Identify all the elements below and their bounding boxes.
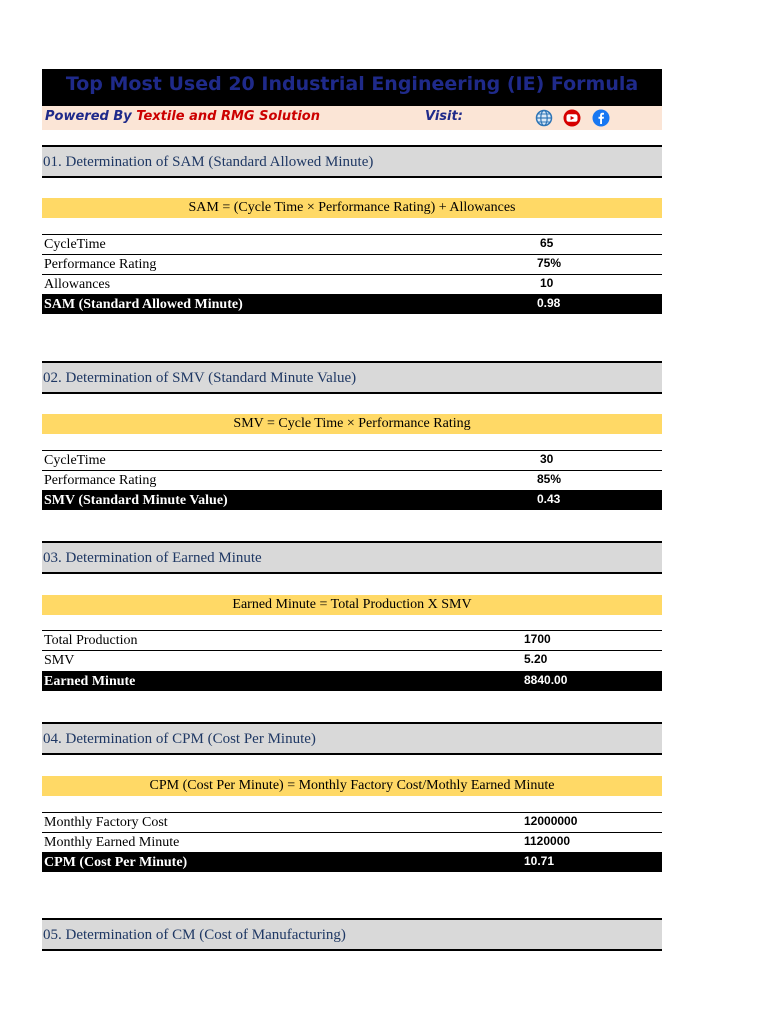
page-title: Top Most Used 20 Industrial Engineering (IE) Formula: [65, 73, 639, 95]
section-title: 03. Determination of Earned Minute: [43, 550, 262, 566]
section-04-header: [42, 722, 662, 755]
result-label: SAM (Standard Allowed Minute): [44, 297, 243, 312]
table-row: [42, 812, 662, 832]
row-value: 1700: [524, 632, 551, 646]
section-title: 04. Determination of CPM (Cost Per Minute): [43, 731, 316, 747]
section-title: 02. Determination of SMV (Standard Minute Value): [43, 370, 357, 386]
youtube-icon[interactable]: [563, 109, 581, 127]
result-label: SMV (Standard Minute Value): [44, 493, 228, 508]
row-label: SMV: [44, 653, 75, 668]
row-label: Allowances: [44, 277, 111, 292]
section-02-header: [42, 361, 662, 394]
row-label: Performance Rating: [44, 473, 157, 488]
result-row: [42, 852, 662, 872]
powered-by-label: Powered By: [45, 109, 132, 124]
row-value: 65: [540, 236, 554, 250]
visit-label: Visit:: [425, 109, 463, 124]
section-title: 05. Determination of CM (Cost of Manufacturing): [43, 927, 346, 943]
row-value: 30: [540, 452, 554, 466]
row-value: 75%: [537, 256, 562, 270]
section-03-formula: Earned Minute = Total Production X SMV: [42, 595, 662, 615]
table-row: [42, 470, 662, 490]
result-label: CPM (Cost Per Minute): [44, 855, 188, 870]
table-row: [42, 450, 662, 470]
section-05-header: [42, 918, 662, 951]
row-label: Monthly Earned Minute: [44, 835, 180, 850]
result-value: 10.71: [524, 854, 555, 868]
section-title: 01. Determination of SAM (Standard Allowed Minute): [43, 154, 374, 170]
row-value: 5.20: [524, 652, 548, 666]
table-row: [42, 650, 662, 670]
result-row: [42, 294, 662, 314]
row-label: CycleTime: [44, 237, 106, 252]
powered-by: [45, 109, 320, 124]
result-value: 0.98: [537, 296, 561, 310]
result-value: 8840.00: [524, 673, 568, 687]
table-row: [42, 234, 662, 254]
section-02-formula: SMV = Cycle Time × Performance Rating: [42, 414, 662, 434]
row-label: CycleTime: [44, 453, 106, 468]
row-value: 85%: [537, 472, 562, 486]
result-value: 0.43: [537, 492, 561, 506]
result-label: Earned Minute: [44, 674, 136, 689]
globe-icon[interactable]: [535, 109, 553, 127]
result-row: [42, 490, 662, 510]
row-label: Performance Rating: [44, 257, 157, 272]
row-label: Total Production: [44, 633, 138, 648]
table-row: [42, 630, 662, 650]
section-01-header: [42, 145, 662, 178]
row-label: Monthly Factory Cost: [44, 815, 168, 830]
section-01-formula: SAM = (Cycle Time × Performance Rating) + Allowances: [42, 198, 662, 218]
brand-name: Textile and RMG Solution: [136, 109, 320, 124]
table-row: [42, 274, 662, 294]
section-03-header: [42, 541, 662, 574]
table-row: [42, 832, 662, 852]
row-value: 10: [540, 276, 554, 290]
powered-by-bar: [42, 106, 662, 130]
title-bar: [42, 69, 662, 106]
row-value: 1120000: [524, 834, 571, 848]
table-row: [42, 254, 662, 274]
result-row: [42, 671, 662, 691]
facebook-icon[interactable]: [592, 109, 610, 127]
row-value: 12000000: [524, 814, 578, 828]
section-04-formula: CPM (Cost Per Minute) = Monthly Factory Cost/Mothly Earned Minute: [42, 776, 662, 796]
